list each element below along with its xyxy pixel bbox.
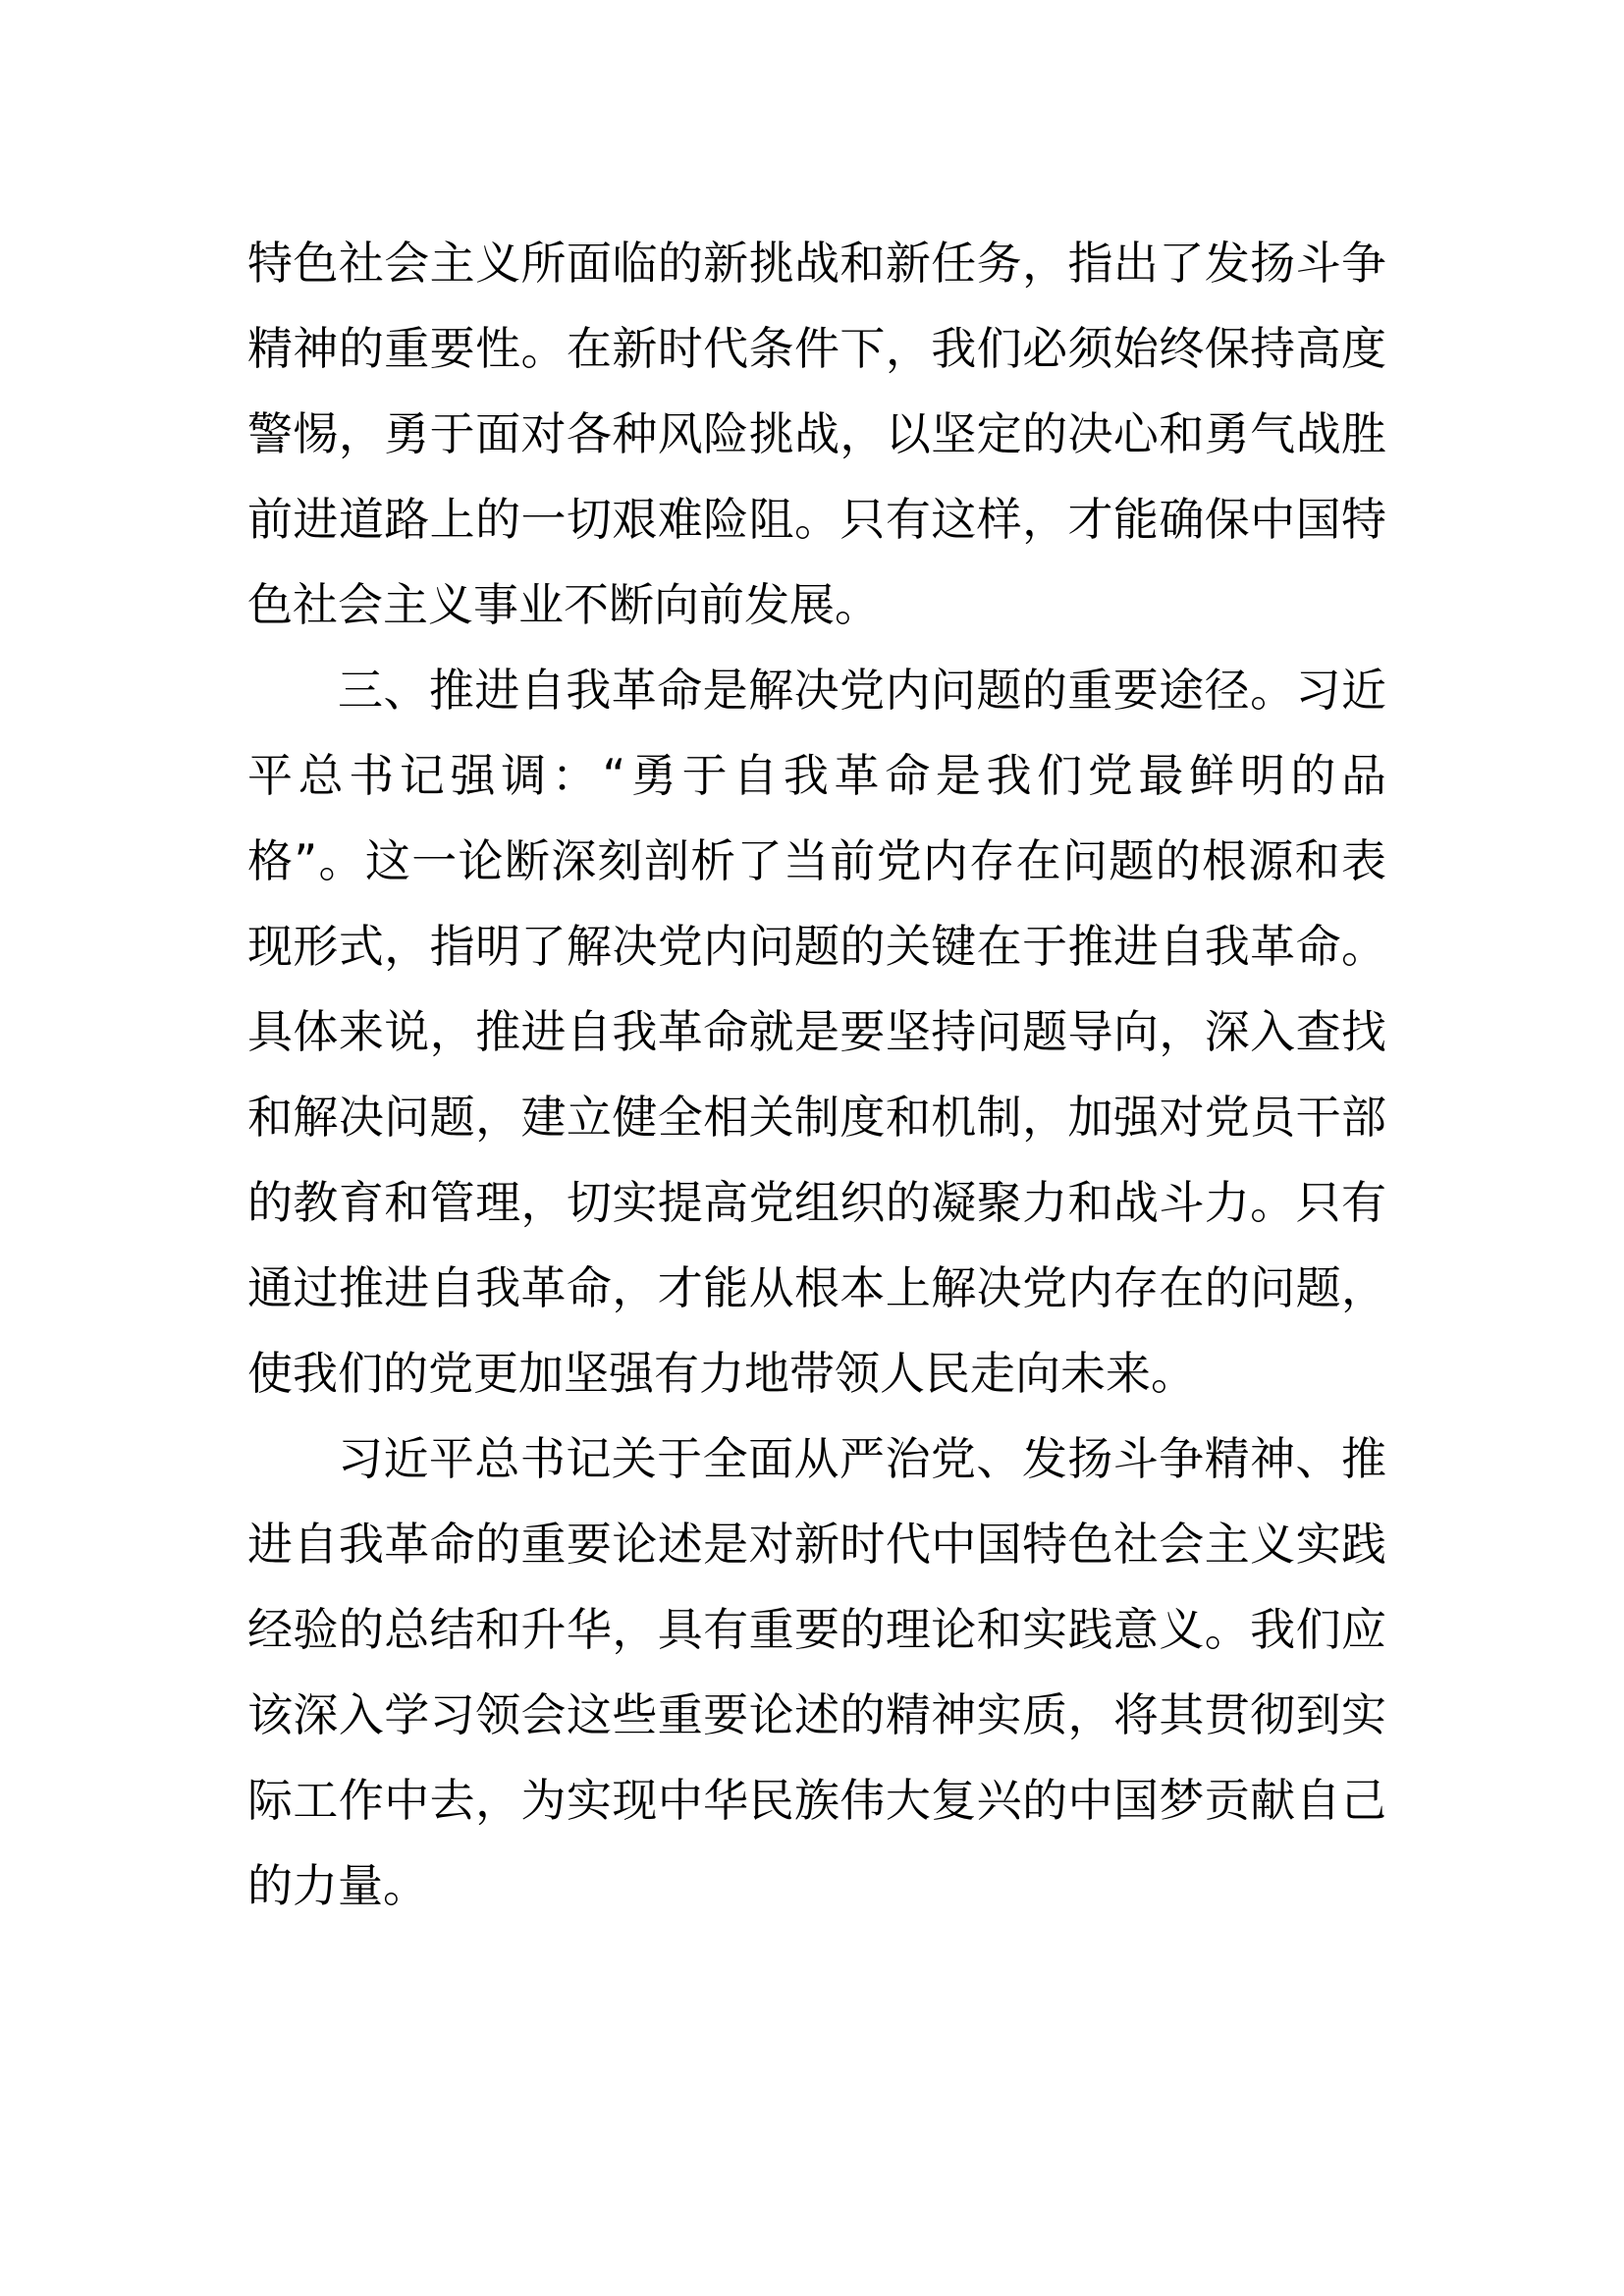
text-line: 际工作中去，为实现中华民族伟大复兴的中国梦贡献自己 [247,1774,1386,1827]
paragraph-1 [247,221,1386,648]
text-line: 色社会主义事业不断向前发展。 [247,578,880,631]
paragraph-3 [247,1416,1386,1929]
text-line: 特色社会主义所面临的新挑战和新任务，指出了发扬斗争 [247,237,1386,290]
text-line: 前进道路上的一切艰难险阻。只有这样，才能确保中国特 [247,493,1386,546]
text-line: 警惕，勇于面对各种风险挑战，以坚定的决心和勇气战胜 [247,407,1386,460]
document-body [247,221,1386,1929]
text-line: 的力量。 [247,1859,428,1912]
text-line: 习近平总书记关于全面从严治党、发扬斗争精神、推 [338,1432,1386,1485]
text-line: 使我们的党更加坚强有力地带领人民走向未来。 [247,1347,1196,1400]
text-line: 进自我革命的重要论述是对新时代中国特色社会主义实践 [247,1518,1386,1571]
text-line: 的教育和管理，切实提高党组织的凝聚力和战斗力。只有 [247,1176,1386,1229]
text-line: 平总书记强调：“勇于自我革命是我们党最鲜明的品 [247,749,1386,802]
text-line: 三、推进自我革命是解决党内问题的重要途径。习近 [338,664,1386,717]
text-line: 经验的总结和升华，具有重要的理论和实践意义。我们应 [247,1603,1386,1656]
paragraph-2 [247,648,1386,1416]
text-line: 通过推进自我革命，才能从根本上解决党内存在的问题， [247,1261,1386,1314]
text-line: 和解决问题，建立健全相关制度和机制，加强对党员干部 [247,1091,1386,1144]
text-line: 该深入学习领会这些重要论述的精神实质，将其贯彻到实 [247,1688,1386,1741]
text-line: 格”。这一论断深刻剖析了当前党内存在问题的根源和表 [247,834,1386,887]
text-line: 现形式，指明了解决党内问题的关键在于推进自我革命。 [247,920,1386,973]
text-line: 具体来说，推进自我革命就是要坚持问题导向，深入查找 [247,1005,1386,1058]
text-line: 精神的重要性。在新时代条件下，我们必须始终保持高度 [247,322,1386,375]
